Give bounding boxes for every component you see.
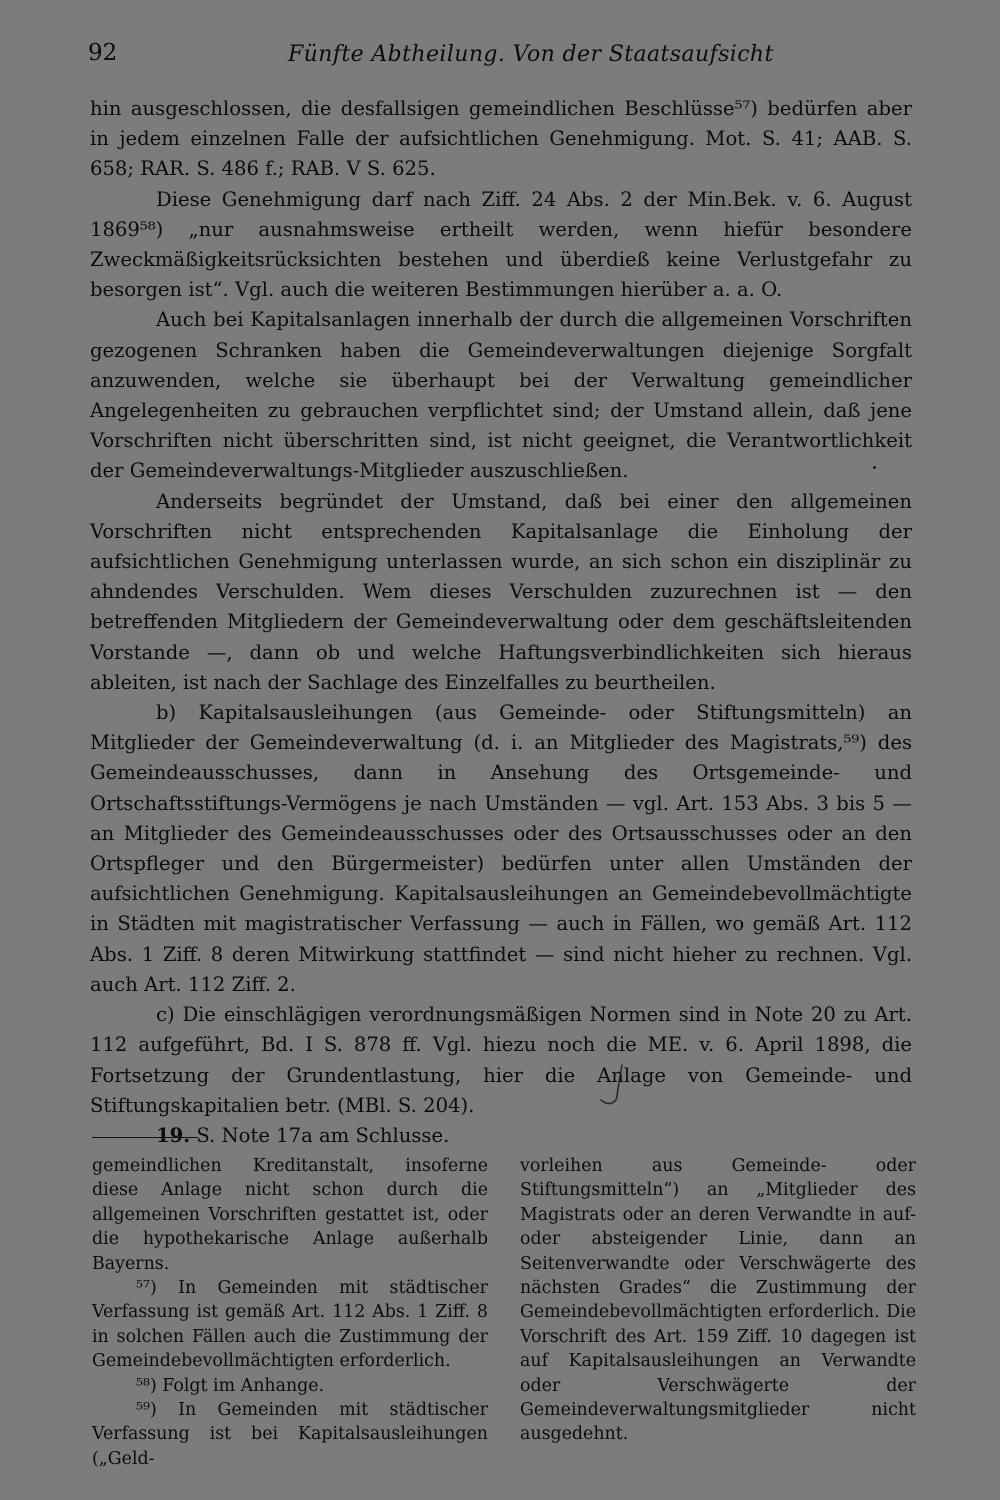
footnote-59-continuation: vorleihen aus Gemeinde- oder Stiftungsmitteln“) an „Mitglieder des Magistrats oder an deren Verwandte in auf- oder absteigender Linie, dann an Seitenverwandte oder Verschwägerte des nächsten Grades“ die Zustimmung der Gemeindebevollmächtigten erforderlich. Die Vorschrift des Art. 159 Ziff. 10 dagegen ist auf Kapitalsausleihungen an Verwandte oder Verschwägerte der Gemeindeverwaltungsmitglieder nicht ausgedehnt. xyxy=(520,1156,916,1445)
paragraph-c-normen: c) Die einschlägigen verordnungsmäßigen Normen sind in Note 20 zu Art. 112 aufgeführt, Bd. I S. 878 ff. Vgl. hiezu noch die ME. v. 6. April 1898, die Fortsetzung der Grundentlastung, hier die Anlage von Gemeinde- und Stiftungskapitalien betr. (MBl. S. 204). xyxy=(90,1003,912,1117)
section-number: 19. xyxy=(156,1123,191,1147)
paragraph-b-kapitalsausleihungen: b) Kapitalsausleihungen (aus Gemeinde- oder Stiftungsmitteln) an Mitglieder der Gemeindeverwaltung (d. i. an Mitglieder des Magistrats,⁵⁹) des Gemeindeausschusses, dann in Ansehung des Ortsgemeinde- und Ortschaftsstiftungs-Vermögens je nach Umständen — vgl. Art. 153 Abs. 3 bis 5 — an Mitglieder des Gemeindeausschusses oder des Ortsausschusses oder an den Ortspfleger und den Bürgermeister) bedürfen unter allen Umständen der aufsichtlichen Genehmigung. Kapitalsausleihungen an Gemeindebevollmächtigte in Städten mit magistratischer Verfassung — auch in Fällen, wo gemäß Art. 112 Abs. 1 Ziff. 8 deren Mitwirkung stattfindet — sind nicht hieher zu rechnen. Vgl. auch Art. 112 Ziff. 2. xyxy=(90,701,912,996)
main-text xyxy=(90,94,912,1151)
footnote-58: ⁵⁸) Folgt im Anhange. xyxy=(136,1375,325,1396)
running-head: Fünfte Abtheilung. Von der Staatsaufsicht xyxy=(288,42,774,67)
footnotes-right-column xyxy=(520,1154,916,1447)
footnote-separator xyxy=(92,1137,198,1138)
paragraph-genehmigung: Diese Genehmigung darf nach Ziff. 24 Abs. 2 der Min.Bek. v. 6. August 1869⁵⁸) „nur ausnahmsweise ertheilt werden, wenn hiefür besondere Zweckmäßigkeitsrücksichten bestehen und überdieß keine Verlustgefahr zu besorgen ist“. Vgl. auch die weiteren Bestimmungen hierüber a. a. O. xyxy=(90,187,912,302)
footnotes-left-column xyxy=(92,1154,488,1471)
footnote-continuation: gemeindlichen Kreditanstalt, insoferne diese Anlage nicht schon durch die allgemeinen Vorschriften gestattet ist, oder die hypothekarische Anlage außerhalb Bayerns. xyxy=(92,1156,488,1274)
paragraph-kapitalsanlagen: Auch bei Kapitalsanlagen innerhalb der durch die allgemeinen Vorschriften gezogenen Schranken haben die Gemeindeverwaltungen diejenige Sorgfalt anzuwenden, welche sie überhaupt bei der Verwaltung gemeindlicher Angelegenheiten zu gebrauchen verpflichtet sind; der Umstand allein, daß jene Vorschriften nicht überschritten sind, ist nicht geeignet, die Verantwortlichkeit der Gemeindeverwaltungs-Mitglieder auszuschließen. xyxy=(90,308,912,483)
footnote-59: ⁵⁹) In Gemeinden mit städtischer Verfassung ist bei Kapitalsausleihungen („Geld- xyxy=(92,1400,488,1469)
paragraph-anderseits: Anderseits begründet der Umstand, daß bei einer den allgemeinen Vorschriften nicht entsprechenden Kapitalsanlage die Einholung der aufsichtlichen Genehmigung unterlassen wurde, an sich schon ein disziplinär zu ahndendes Verschulden. Wem dieses Verschulden zuzurechnen ist — den betreffenden Mitgliedern der Gemeindeverwaltung oder dem geschäftsleitenden Vorstande —, dann ob und welche Haftungsverbindlichkeiten sich hieraus ableiten, ist nach der Sachlage des Einzelfalles zu beurtheilen. xyxy=(90,489,912,694)
ink-dot xyxy=(873,466,876,469)
pencil-annotation-mark xyxy=(592,1062,636,1110)
paragraph-continuation: hin ausgeschlossen, die desfallsigen gemeindlichen Beschlüsse⁵⁷) bedürfen aber in jedem einzelnen Falle der aufsichtlichen Genehmigung. Mot. S. 41; AAB. S. 658; RAR. S. 486 f.; RAB. V S. 625. xyxy=(90,97,912,181)
page-number: 92 xyxy=(88,40,118,66)
footnote-57: ⁵⁷) In Gemeinden mit städtischer Verfassung ist gemäß Art. 112 Abs. 1 Ziff. 8 in solchen Fällen auch die Zustimmung der Gemeindebevollmächtigten erforderlich. xyxy=(92,1278,488,1372)
paragraph-19 xyxy=(90,1121,912,1151)
page-header xyxy=(88,40,912,72)
section-19-text: S. Note 17a am Schlusse. xyxy=(190,1123,450,1147)
